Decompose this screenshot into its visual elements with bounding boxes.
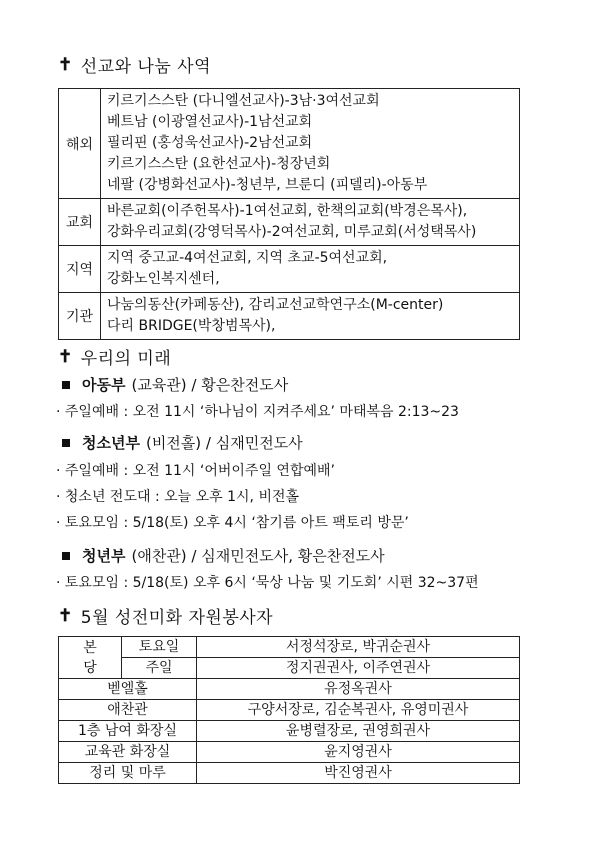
mission-line: 키르기스스탄 (요한선교사)-청장년회 [107,156,331,172]
group-item: · 토요모임 : 5/18(토) 오후 4시 ‘참기름 아트 팩토리 방문’ [56,515,409,531]
square-bullet-icon [62,552,70,560]
mission-line: 지역 중고교-4여선교회, 지역 초교-5여선교회, [107,250,388,266]
group-item: · 청소년 전도대 : 오늘 오후 1시, 비전홀 [56,489,300,505]
volunteer-row [59,763,520,784]
group-item: · 주일예배 : 오전 11시 ‘하나님이 지켜주세요’ 마태복음 2:13~23 [56,404,459,420]
square-bullet-icon [62,381,70,389]
mission-line: 필리핀 (홍성욱선교사)-2남선교회 [107,135,313,151]
cross-icon: ✝ [58,54,73,75]
volunteer-names: 윤지영권사 [197,742,520,763]
volunteer-row [59,679,520,700]
mission-line: 베트남 (이광열선교사)-1남선교회 [107,114,313,130]
volunteer-table [58,636,520,784]
volunteer-names: 서정석장로, 박귀순권사 [197,637,520,658]
mission-category: 기관 [59,293,101,340]
group-item: · 주일예배 : 오전 11시 ‘어버이주일 연합예배’ [56,463,335,479]
group-detail: (애찬관) / 심재민전도사, 황은찬전도사 [131,547,385,565]
group-name: 청소년부 [82,434,140,452]
mission-line: 바른교회(이주헌목사)-1여선교회, 한책의교회(박경은목사), [107,203,468,219]
volunteer-day: 주일 [122,658,197,679]
volunteer-place: 벧엘홀 [59,679,197,700]
volunteer-place: 1층 남여 화장실 [59,721,197,742]
section-title-text: 선교와 나눔 사역 [80,57,212,77]
group-header-children [62,374,288,395]
section-title-volunteers [58,603,273,628]
volunteer-row [59,742,520,763]
mission-row-church [59,199,520,246]
mission-row-overseas [59,89,520,199]
section-title-future [58,344,171,369]
group-detail: (교육관) / 황은찬전도사 [131,376,289,394]
group-header-youth [62,432,303,453]
volunteer-names: 정지권권사, 이주연권사 [197,658,520,679]
mission-line: 다리 BRIDGE(박창범목사), [107,318,276,334]
mission-line: 네팔 (강병화선교사)-청년부, 브룬디 (피델리)-아동부 [107,177,428,193]
cross-icon: ✝ [58,346,73,367]
volunteer-names: 윤병렬장로, 권영희권사 [197,721,520,742]
volunteer-names: 박진영권사 [197,763,520,784]
volunteer-row [59,637,520,658]
mission-row-institution [59,293,520,340]
cross-icon: ✝ [58,605,73,626]
volunteer-place: 정리 및 마루 [59,763,197,784]
group-detail: (비전홀) / 심재민전도사 [145,434,303,452]
mission-category: 교회 [59,199,101,246]
group-name: 아동부 [82,376,126,394]
mission-category: 해외 [59,89,101,199]
group-name: 청년부 [82,547,126,565]
volunteer-place: 애찬관 [59,700,197,721]
mission-category: 지역 [59,246,101,293]
section-title-mission [58,52,211,77]
volunteer-place: 교육관 화장실 [59,742,197,763]
mission-line: 강화노인복지센터, [107,271,220,287]
mission-row-local [59,246,520,293]
mission-line: 강화우리교회(강영덕목사)-2여선교회, 미루교회(서성택목사) [107,224,477,240]
mission-line: 키르기스스탄 (다니엘선교사)-3남·3여선교회 [107,93,380,109]
volunteer-names: 유정옥권사 [197,679,520,700]
square-bullet-icon [62,439,70,447]
volunteer-names: 구양서장로, 김순복권사, 유영미권사 [197,700,520,721]
mission-table [58,88,520,340]
main-sanctuary-label: 본 당 [59,637,122,679]
volunteer-day: 토요일 [122,637,197,658]
volunteer-row [59,658,520,679]
mission-line: 나눔의동산(카페동산), 감리교선교학연구소(M-center) [107,297,444,313]
volunteer-row [59,721,520,742]
section-title-text: 5월 성전미화 자원봉사자 [80,608,274,628]
group-header-young-adults [62,545,385,566]
section-title-text: 우리의 미래 [80,349,172,369]
volunteer-row [59,700,520,721]
group-item: · 토요모임 : 5/18(토) 오후 6시 ‘묵상 나눔 및 기도회’ 시편 32~37편 [56,575,479,591]
